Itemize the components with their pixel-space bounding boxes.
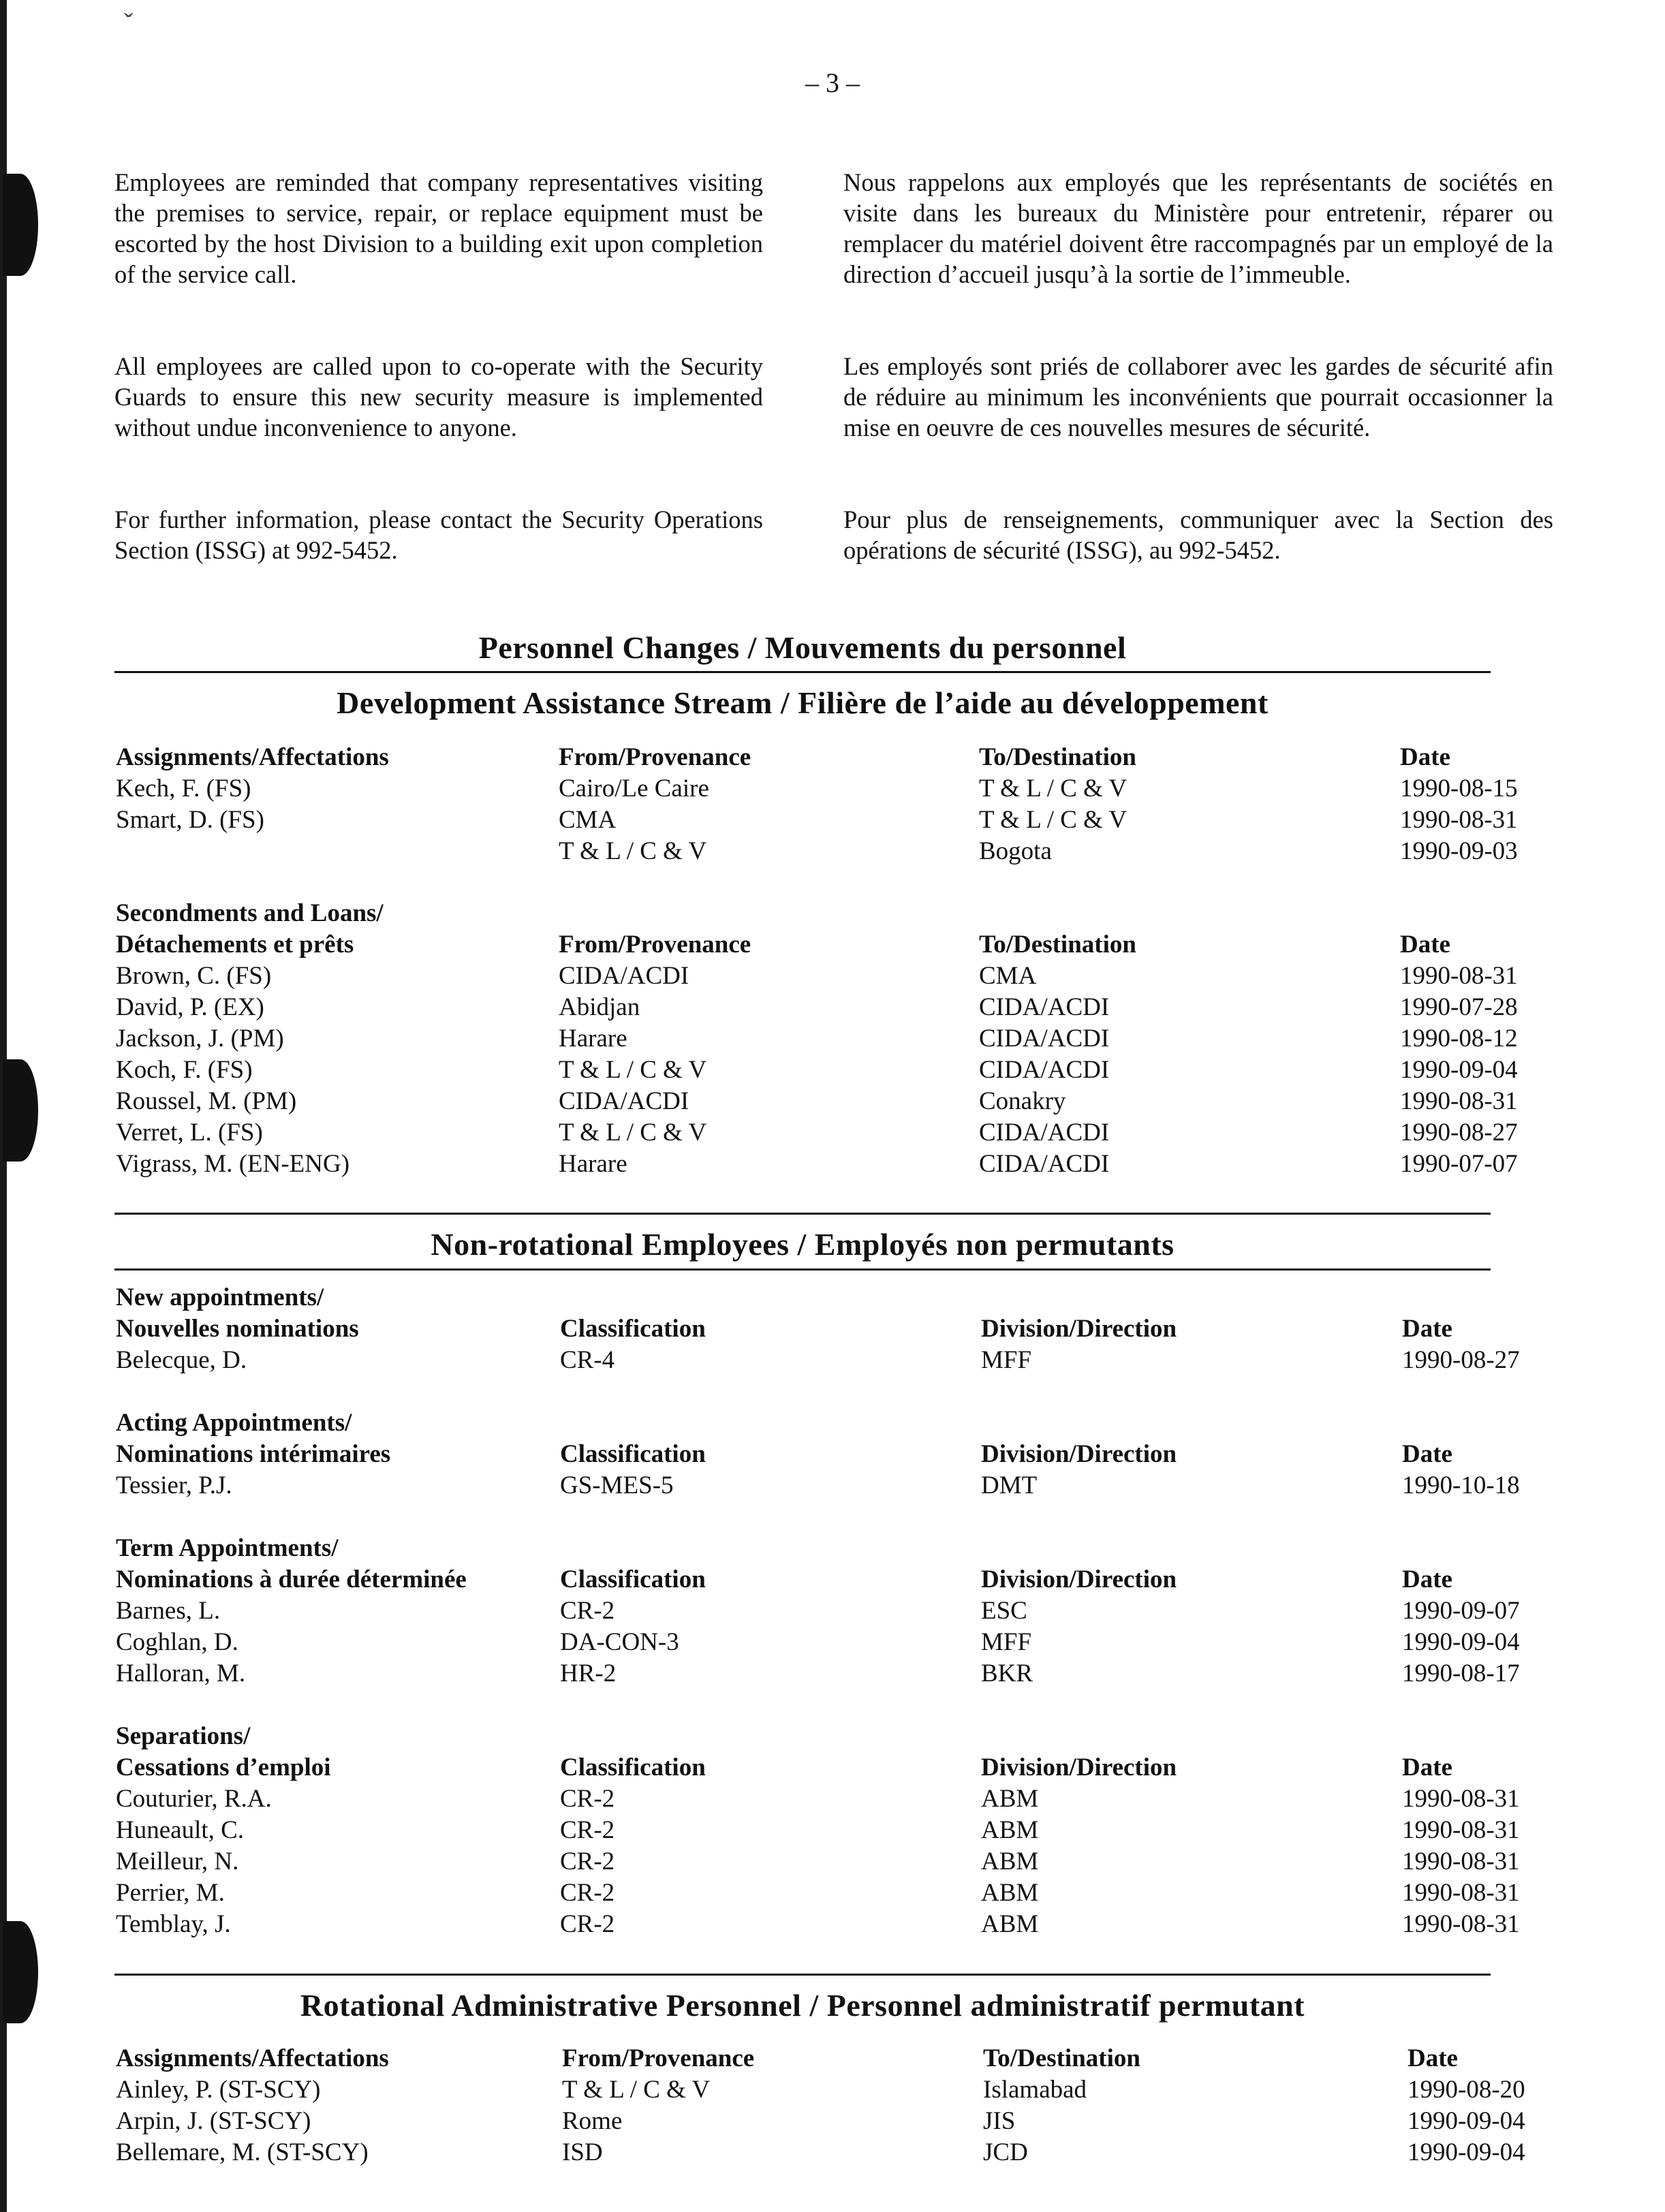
divider [114, 1213, 1491, 1215]
table-row: Roussel, M. (PM) CIDA/ACDI Conakry 1990-08-31 [116, 1087, 1518, 1115]
personnel-changes-title: Personnel Changes / Mouvements du personnel [478, 630, 1127, 665]
table-row: Tessier, P.J. GS-MES-5 DMT 1990-10-18 [116, 1471, 1520, 1499]
notice-escort-en: Employees are reminded that company representatives visiting the premises to service, repair, or replace equipment must be escorted by the host Division to a building exit upon completion of the service call. [114, 168, 763, 288]
table-row: Arpin, J. (ST-SCY) Rome JIS 1990-09-04 [116, 2107, 1525, 2135]
table-row: Temblay, J. CR-2 ABM 1990-08-31 [116, 1910, 1520, 1938]
notice-escort-fr: Nous rappelons aux employés que les représentants de sociétés en visite dans les bureaux du Ministère pour entretenir, réparer ou remplacer du matériel doivent être raccompagnés par un employé de la direction d’accueil jusqu’à la sortie de l’immeuble. [843, 168, 1553, 288]
table-header: Assignments/Affectations From/Provenance To/Destination Date [116, 743, 1450, 771]
table-row: Barnes, L. CR-2 ESC 1990-09-07 [116, 1597, 1520, 1625]
table-row: Smart, D. (FS) CMA T & L / C & V 1990-08-31 [116, 806, 1518, 834]
table-row: Verret, L. (FS) T & L / C & V CIDA/ACDI 1990-08-27 [116, 1119, 1518, 1147]
divider [114, 1974, 1491, 1976]
table-row: T & L / C & V Bogota 1990-09-03 [559, 837, 1518, 865]
divider [114, 671, 1491, 673]
table-header: Assignments/Affectations From/Provenance To/Destination Date [116, 2044, 1458, 2072]
table-row: Perrier, M. CR-2 ABM 1990-08-31 [116, 1879, 1520, 1907]
rap-title: Rotational Administrative Personnel / Personnel administratif permutant [300, 1988, 1305, 2023]
table-row: Huneault, C. CR-2 ABM 1990-08-31 [116, 1816, 1520, 1844]
table-header: Nouvelles nominations Classification Division/Direction Date [116, 1315, 1452, 1343]
notice-contact-fr: Pour plus de renseignements, communiquer avec la Section des opérations de sécurité (ISSG), au 992-5452. [843, 505, 1553, 564]
table-row: Coghlan, D. DA-CON-3 MFF 1990-09-04 [116, 1628, 1520, 1656]
table-row: Ainley, P. (ST-SCY) T & L / C & V Islamabad 1990-08-20 [116, 2076, 1525, 2104]
section-label: Separations/ [116, 1722, 251, 1750]
table-row: Koch, F. (FS) T & L / C & V CIDA/ACDI 1990-09-04 [116, 1056, 1518, 1084]
page-number: – 3 – [805, 67, 860, 98]
section-label: Acting Appointments/ [116, 1409, 352, 1437]
das-title: Development Assistance Stream / Filière de l’aide au développement [337, 685, 1269, 720]
table-row: Meilleur, N. CR-2 ABM 1990-08-31 [116, 1848, 1520, 1875]
table-row: Brown, C. (FS) CIDA/ACDI CMA 1990-08-31 [116, 962, 1518, 990]
table-row: Jackson, J. (PM) Harare CIDA/ACDI 1990-08-12 [116, 1025, 1518, 1053]
table-row: Vigrass, M. (EN-ENG) Harare CIDA/ACDI 1990-07-07 [116, 1150, 1518, 1178]
table-row: Halloran, M. HR-2 BKR 1990-08-17 [116, 1660, 1520, 1687]
table-row: Couturier, R.A. CR-2 ABM 1990-08-31 [116, 1785, 1520, 1813]
section-label: Secondments and Loans/ [116, 899, 384, 927]
divider [114, 1268, 1491, 1271]
notice-cooperate-fr: Les employés sont priés de collaborer avec les gardes de sécurité afin de réduire au minimum les inconvénients que pourrait occasionner la mise en oeuvre de ces nouvelles mesures de sécurité. [843, 352, 1553, 441]
table-row: Belecque, D. CR-4 MFF 1990-08-27 [116, 1346, 1520, 1374]
notice-cooperate-en: All employees are called upon to co-operate with the Security Guards to ensure this new security measure is implemented without undue inconvenience to anyone. [114, 352, 763, 441]
nre-title: Non-rotational Employees / Employés non permutants [431, 1227, 1174, 1262]
table-header: Cessations d’emploi Classification Division/Direction Date [116, 1754, 1452, 1781]
notice-contact-en: For further information, please contact the Security Operations Section (ISSG) at 992-5452. [114, 505, 763, 564]
section-label: Term Appointments/ [116, 1534, 339, 1562]
scan-speck: ˇ [124, 7, 134, 38]
section-label: New appointments/ [116, 1283, 324, 1311]
table-header: Nominations à durée déterminée Classification Division/Direction Date [116, 1565, 1452, 1593]
punch-hole [3, 174, 38, 276]
table-row: Bellemare, M. (ST-SCY) ISD JCD 1990-09-04 [116, 2138, 1525, 2166]
table-header: Détachements et prêts From/Provenance To/Destination Date [116, 931, 1450, 959]
table-row: David, P. (EX) Abidjan CIDA/ACDI 1990-07-28 [116, 993, 1518, 1021]
table-row: Kech, F. (FS) Cairo/Le Caire T & L / C & V 1990-08-15 [116, 775, 1518, 803]
table-header: Nominations intérimaires Classification Division/Direction Date [116, 1440, 1452, 1468]
